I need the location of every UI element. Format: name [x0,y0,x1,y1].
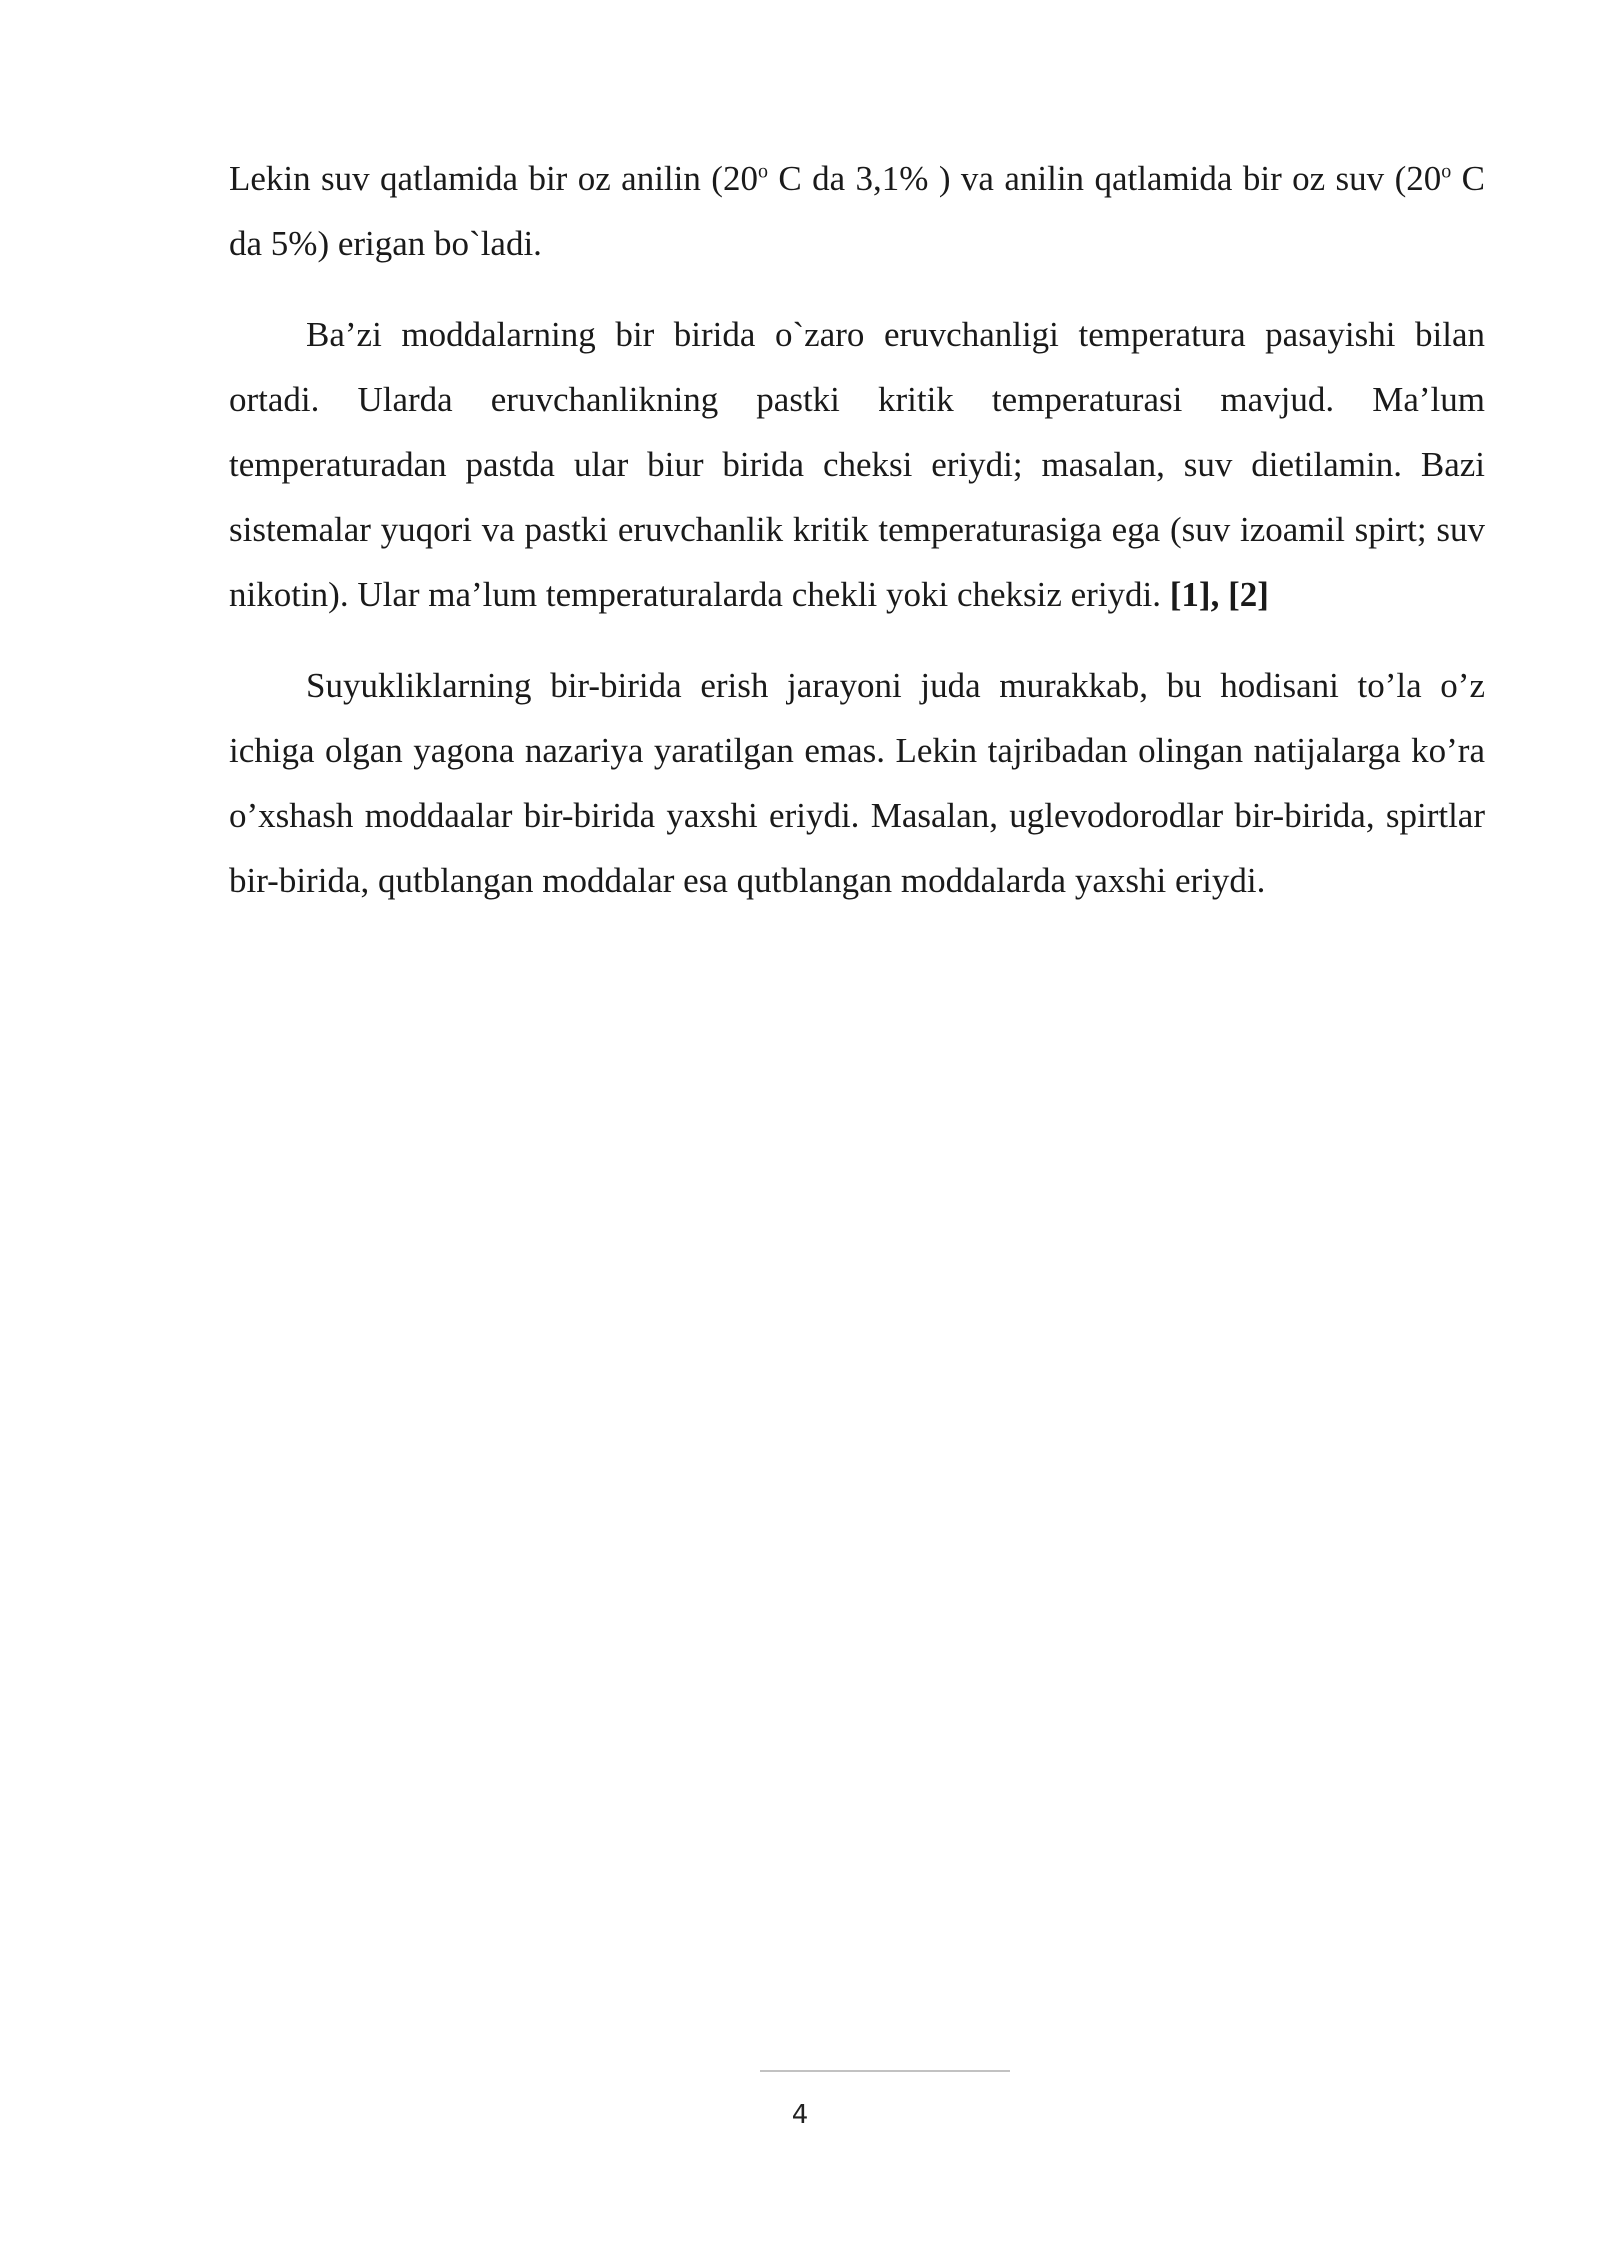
paragraph-3-text: Suyukliklarning bir-birida erish jarayoni juda murakkab, bu hodisani to’la o’z ichiga olgan yagona nazariya yaratilgan emas. Lekin tajribadan olingan natijalarga ko’ra o’xshash moddaalar bir-birida yaxshi eriydi. Masalan, uglevodorodlar bir-birida, spirtlar bir-birida, qutblangan moddalar esa qutblangan moddalarda yaxshi eriydi. [229,666,1485,900]
degree-superscript: o [1441,160,1452,183]
paragraph-1-text-c: C da 5%) erigan bo`ladi. [229,159,1485,263]
degree-superscript: o [757,160,768,183]
footer-divider [450,2066,1350,2080]
body-text [229,146,1485,913]
paragraph-1-text-a: Lekin suv qatlamida bir oz anilin (20 [229,159,758,198]
paragraph-1 [229,146,1485,276]
page-number: 4 [791,2100,809,2130]
paragraph-3 [229,653,1485,913]
citation-reference: [1], [2] [1169,575,1269,614]
paragraph-2 [229,302,1485,627]
paragraph-2-text: Ba’zi moddalarning bir birida o`zaro eruvchanligi temperatura pasayishi bilan ortadi. Ularda eruvchanlikning pastki kritik temperaturasi mavjud. Ma’lum temperaturadan pastda ular biur birida cheksi eriydi; masalan, suv dietilamin. Bazi sistemalar yuqori va pastki eruvchanlik kritik temperaturasiga ega (suv izoamil spirt; suv nikotin). Ular ma’lum temperaturalarda chekli yoki cheksiz eriydi. [229,315,1485,614]
paragraph-1-text-b: C da 3,1% ) va anilin qatlamida bir oz suv (20 [767,159,1442,198]
